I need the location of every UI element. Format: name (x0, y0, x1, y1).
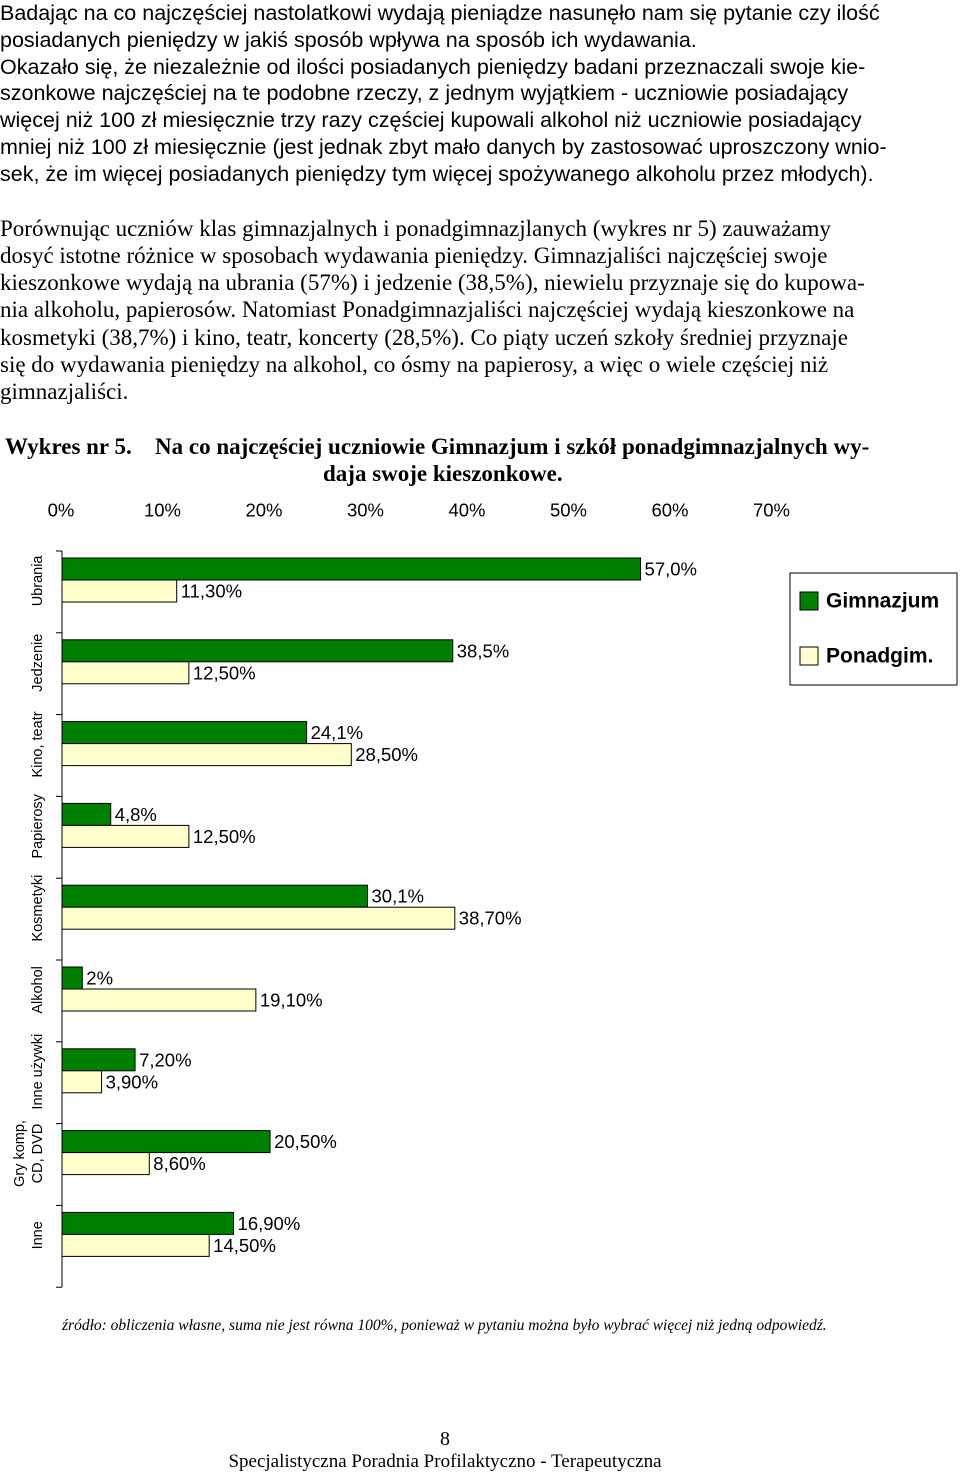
x-tick-label: 20% (245, 499, 283, 521)
bar-gimnazjum (62, 803, 111, 825)
x-tick-label: 0% (47, 499, 75, 521)
data-label-gimnazjum: 30,1% (371, 885, 424, 907)
legend-swatch (800, 647, 818, 665)
bar-ponadgim (62, 825, 189, 847)
legend-label: Ponadgim. (826, 644, 934, 668)
category-label: Ubrania (30, 555, 46, 607)
comparison-line: dosyć istotne różnice w sposobach wydawania pieniędzy. Gimnazjaliści najczęściej swoje (0, 242, 828, 268)
category-label: Jedzenie (30, 633, 46, 692)
x-tick-label: 60% (651, 499, 689, 521)
comparison-line: kieszonkowe wydają na ubrania (57%) i jedzenie (38,5%), niewielu przyznaje się do kupowa- (0, 270, 865, 296)
chart-title-text: Na co najczęściej uczniowie Gimnazjum i szkół ponadgimnazjalnych wy- (155, 433, 870, 459)
intro-line: Badając na co najczęściej nastolatkowi wydają pieniądze nasunęło nam się pytanie czy ilość (0, 1, 880, 25)
comparison-line: nia alkoholu, papierosów. Natomiast Ponadgimnazjaliści najczęściej wydają kieszonkowe na (0, 297, 855, 323)
category-label: Alkohol (30, 966, 46, 1014)
data-label-gimnazjum: 20,50% (274, 1131, 337, 1153)
bar-ponadgim (62, 907, 455, 929)
comparison-line: Porównując uczniów klas gimnazjalnych i ponadgimnazjlanych (wykres nr 5) zauważamy (0, 215, 831, 241)
bar-ponadgim (62, 1071, 102, 1093)
category-label: CD, DVD (30, 1123, 46, 1184)
category-label: Papierosy (30, 794, 46, 859)
x-tick-label: 50% (549, 499, 588, 521)
data-label-ponadgim: 3,90% (105, 1071, 159, 1093)
bar-gimnazjum (62, 1049, 135, 1071)
data-label-ponadgim: 8,60% (153, 1153, 206, 1175)
data-label-gimnazjum: 7,20% (139, 1049, 192, 1071)
chart-title-line (0, 460, 960, 487)
intro-text (0, 0, 887, 188)
bar-gimnazjum (62, 885, 368, 907)
data-label-ponadgim: 12,50% (192, 825, 256, 847)
footer-institution: Specjalistyczna Poradnia Profilaktyczno - Terapeutyczna (228, 1451, 662, 1472)
bar-ponadgim (62, 1153, 149, 1175)
intro-line: Okazało się, że niezależnie od ilości posiadanych pieniędzy badani przeznaczali swoje kie- (0, 54, 866, 79)
bar-ponadgim (62, 1234, 209, 1256)
intro-line: więcej niż 100 zł miesięcznie trzy razy częściej kupowali alkohol niż uczniowie posiadający (0, 108, 862, 133)
data-label-gimnazjum: 16,90% (237, 1212, 301, 1234)
data-label-gimnazjum: 4,8% (114, 803, 157, 825)
legend-label: Gimnazjum (826, 589, 940, 613)
chart-title-line (0, 433, 960, 460)
comparison-paragraph (0, 215, 865, 406)
data-label-ponadgim: 11,30% (180, 580, 243, 602)
bar-gimnazjum (62, 722, 307, 744)
bar-gimnazjum (62, 967, 82, 989)
data-label-gimnazjum: 2% (86, 967, 114, 989)
bar-gimnazjum (62, 1131, 270, 1153)
legend-swatch (800, 592, 818, 610)
comparison-line: gimnazjaliści. (0, 379, 129, 405)
category-label: Kosmetyki (30, 874, 46, 942)
chart-caption-label: Wykres nr 5. (5, 433, 132, 459)
chart-container (0, 490, 960, 1300)
data-label-ponadgim: 19,10% (259, 989, 323, 1011)
bar-chart (0, 490, 960, 1300)
comparison-line: kosmetyki (38,7%) i kino, teatr, koncerty (28,5%). Co piąty uczeń szkoły średniej przyznaje (0, 324, 848, 350)
data-label-ponadgim: 12,50% (192, 662, 256, 684)
x-tick-label: 30% (346, 499, 385, 521)
source-note: źródło: obliczenia własne, suma nie jest równa 100%, ponieważ w pytaniu można było wybrać więcej niż jedną odpowiedź. (62, 1317, 827, 1334)
bar-gimnazjum (62, 1212, 234, 1234)
bar-ponadgim (62, 989, 256, 1011)
x-tick-label: 70% (752, 499, 791, 521)
intro-line: posiadanych pieniędzy w jakiś sposób wpływa na sposób ich wydawania. (0, 27, 697, 52)
bar-ponadgim (62, 662, 189, 684)
category-label: Gry komp, (12, 1120, 28, 1187)
page-number: 8 (440, 1428, 450, 1450)
bar-ponadgim (62, 580, 177, 602)
x-tick-label: 10% (143, 499, 182, 521)
data-label-ponadgim: 38,70% (458, 907, 522, 929)
intro-line: sek, że im więcej posiadanych pieniędzy tym więcej spożywanego alkoholu przez młodych). (0, 161, 874, 186)
category-label: Inne używki (30, 1033, 46, 1110)
category-label: Inne (30, 1221, 46, 1250)
comparison-line: się do wydawania pieniędzy na alkohol, co ósmy na papierosy, a więc o wiele częściej niż (0, 351, 829, 377)
category-label: Kino, teatr (30, 711, 46, 778)
intro-line: szonkowe najczęściej na te podobne rzeczy, z jednym wyjątkiem - uczniowie posiadający (0, 81, 849, 106)
bar-gimnazjum (62, 558, 641, 580)
chart-title-text: daja swoje kieszonkowe. (323, 460, 563, 486)
intro-line: mniej niż 100 zł miesięcznie (jest jednak zbyt mało danych by zastosować uproszczony wnio- (0, 134, 887, 159)
bar-ponadgim (62, 744, 351, 766)
data-label-gimnazjum: 57,0% (644, 558, 698, 580)
data-label-gimnazjum: 24,1% (310, 722, 364, 744)
data-label-ponadgim: 14,50% (213, 1234, 276, 1256)
data-label-gimnazjum: 38,5% (456, 640, 510, 662)
x-tick-label: 40% (448, 499, 486, 521)
data-label-ponadgim: 28,50% (355, 744, 419, 766)
bar-gimnazjum (62, 640, 453, 662)
